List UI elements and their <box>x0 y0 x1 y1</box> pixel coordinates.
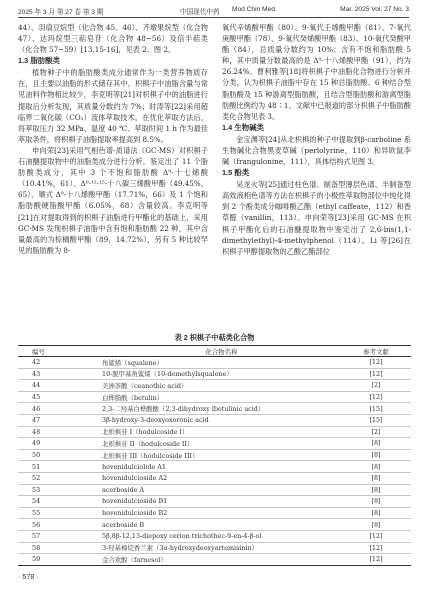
right-paragraph-1: 金宝渊等[24]从北枳椇的种子中提取到β-carboline 系生物碱化合物黑麦草碱（perlolyrine，110）和异欧鼠李碱（frangulonine，111），具体结构式见图 3。 <box>222 134 411 167</box>
header-issue-en: Mar. 2025 Vol. 27 No. 3 <box>340 6 409 13</box>
running-header <box>18 4 409 18</box>
cell-number: 53 <box>18 484 82 496</box>
table-row <box>18 519 411 531</box>
cell-number: 55 <box>18 507 82 519</box>
terpenoid-table <box>18 345 411 566</box>
cell-reference: [8] <box>341 461 411 473</box>
col-header-number: 编号 <box>18 346 82 357</box>
cell-reference: [12] <box>341 357 411 369</box>
table-row <box>18 403 411 415</box>
cell-reference: [8] <box>341 438 411 450</box>
table-row <box>18 438 411 450</box>
table-row <box>18 461 411 473</box>
table-row <box>18 368 411 380</box>
cell-reference: [8] <box>341 519 411 531</box>
left-paragraph-0: 44）、羽扇豆烷型（化合物 45、46）、齐墩果烷型（化合物 47）、达玛烷型三萜皂苷（化合物 48~56）及倍半萜类（化合物 57~59）[13,15-16]，见表 2、图 2。 <box>18 23 208 55</box>
cell-number: 42 <box>18 357 82 369</box>
cell-number: 56 <box>18 519 82 531</box>
cell-number: 58 <box>18 542 82 554</box>
cell-number: 50 <box>18 449 82 461</box>
table-caption: 表 2 枳椇子中萜类化合物 <box>174 333 255 342</box>
cell-compound: 北枳椇苷 II（hodulcoside II） <box>82 438 341 450</box>
table-row <box>18 449 411 461</box>
cell-compound: hovenidulciolide A1 <box>82 461 341 473</box>
cell-compound: 美洲茶酸（ceanothic acid） <box>82 380 341 392</box>
table-header-row <box>18 346 411 357</box>
cell-number: 45 <box>18 391 82 403</box>
cell-reference: [12] <box>341 368 411 380</box>
cell-reference: [15] <box>341 414 411 426</box>
cell-compound: hovenidulcioside A2 <box>82 472 341 484</box>
cell-reference: [12] <box>341 542 411 554</box>
cell-compound: 北枳椇苷 III（hodulcoside III） <box>82 449 341 461</box>
heading-1-4: 1.4 生物碱类 <box>222 122 264 132</box>
table-row <box>18 542 411 554</box>
cell-reference: [8] <box>341 496 411 508</box>
cell-reference: [8] <box>341 507 411 519</box>
table-row <box>18 426 411 438</box>
page-number: · 578 · <box>18 572 39 581</box>
left-paragraph-2: 申向荣[23]采用气相色谱-质谱法（GC-MS）对枳椇子石油醚提取物中的油脂类成分进行分析，鉴定出了 11 个脂肪酸类成分，其中 3 个不饱和脂肪酸 Δ⁹-十七烯酸（10.41%，61）、Δ⁹·¹²·¹⁵-十八碳三烯酸甲酯（49.45%，65）、顺式 Δ⁹-十八烯酸甲酯（17.71%，66）及 1 个饱和脂肪酸硬脂酸甲酯（6.05%，68）含量较高。李克明等[21]在对提取得到的枳椇子油脂进行甲酯化的基础上，采用 GC-MS 发现枳椇子油脂中含有饱和脂肪酸 22 种，其中含量最高的为棕榈酸甲酯（89，14.72%），另有 5 种比较罕见的脂肪酸为 8- <box>18 145 208 255</box>
cell-compound: hovenidulcioside B2 <box>82 507 341 519</box>
header-journal-en: Mod Chin Med <box>232 6 275 13</box>
right-column <box>222 22 411 257</box>
header-rule <box>18 17 409 18</box>
cell-reference: [8] <box>341 449 411 461</box>
cell-compound: 北枳椇苷 I（hodulcoside I） <box>82 426 341 438</box>
header-issue: 2025 年 3 月 第 27 卷 第 3 期 <box>18 9 104 16</box>
cell-reference: [12] <box>341 530 411 542</box>
cell-reference: [2] <box>341 380 411 392</box>
cell-compound: 2,3-二羟基白桦酸酸（2,3-dihydroxy lbetulinic acid） <box>82 403 341 415</box>
table-row <box>18 414 411 426</box>
col-header-compound: 化合物名称 <box>82 346 341 357</box>
cell-compound: 白桦脂酸（betulin） <box>82 391 341 403</box>
cell-compound: hovenidulcioside B1 <box>82 496 341 508</box>
table-row <box>18 530 411 542</box>
cell-compound: 金合欢醇（farnesol） <box>82 554 341 566</box>
left-paragraph-1: 植物种子中的脂肪酸类成分通常作为一类营养物质存在，且主要以油脂的形式储存其中。枳椇子中油脂含量与常见油料作物相比较少，李克明等[21]对枳椇子中的油脂进行提取后分析发现，其质量分数约为 7%；时涛等[22]采用超临界二氧化碳（CO₂）流体萃取技术，在优化萃取方法后，将萃取压力 32 MPa、温度 40 ℃、萃取时间 1 h 作为最佳萃取条件，将枳椇子油脂提取率提高到 8.5%。 <box>18 68 208 144</box>
cell-number: 48 <box>18 426 82 438</box>
cell-compound: 10-脱甲基角鲨烯（10-demethylsqualene） <box>82 368 341 380</box>
col-header-reference: 参考文献 <box>341 346 411 357</box>
cell-compound: acerboside B <box>82 519 341 531</box>
cell-number: 46 <box>18 403 82 415</box>
cell-number: 51 <box>18 461 82 473</box>
cell-number: 47 <box>18 414 82 426</box>
table-row <box>18 554 411 566</box>
table-row <box>18 391 411 403</box>
table-row <box>18 472 411 484</box>
cell-compound: 3β-hydroxy-3-deoxyoxoronic acid <box>82 414 341 426</box>
heading-1-5: 1.5 酚类 <box>222 168 250 178</box>
heading-1-3: 1.3 脂肪酸类 <box>18 56 60 66</box>
cell-reference: [8] <box>341 484 411 496</box>
cell-compound: 5β,8β-12,13-diepoxy cerion trichothec-9-en-4-β-ol <box>82 530 341 542</box>
table-row <box>18 507 411 519</box>
cell-number: 44 <box>18 380 82 392</box>
cell-number: 59 <box>18 554 82 566</box>
cell-number: 49 <box>18 438 82 450</box>
cell-number: 52 <box>18 472 82 484</box>
table-row <box>18 496 411 508</box>
cell-reference: [12] <box>341 554 411 566</box>
cell-compound: acerboside A <box>82 484 341 496</box>
cell-reference: [15] <box>341 403 411 415</box>
table-row <box>18 357 411 369</box>
right-paragraph-0: 氧代辛烯酸甲酯（80）、9-氧代壬烯酸甲酯（81）、7-氧代庚酸甲酯（78）、9-氧代癸烯酸甲酯（83）、10-氧代癸酸甲酯（84），总质量分数约为 10%；含有不饱和脂肪酸 5 种，其中质量分数最高的是 Δ⁹-十八烯酸甲酯（91），约为 26.24%。曹利雅等[18]将枳椇子中油脂化合物进行分析并分类，认为枳椇子油脂中存在 15 种总脂肪酸、6 种结合型脂肪酸及 15 种游离型脂肪酸，且结合型脂肪酸和游离型脂肪酸比例约为 48∶1。文献中已报道的部分枳椇子中脂肪酸类化合物见表 3。 <box>222 23 411 121</box>
left-column <box>18 22 208 256</box>
header-journal-cn: 中国现代中药 <box>180 9 220 16</box>
cell-number: 43 <box>18 368 82 380</box>
cell-reference: [8] <box>341 472 411 484</box>
cell-compound: 3-羟基樟烷香兰素（3α-hydroxydeoxyartemisinin） <box>82 542 341 554</box>
cell-number: 54 <box>18 496 82 508</box>
cell-number: 57 <box>18 530 82 542</box>
cell-compound: 角鲨烯（squalene） <box>82 357 341 369</box>
cell-reference: [12] <box>341 391 411 403</box>
right-paragraph-2: 吴龙火等[25]通过柱色谱、制备型薄层色谱、半制备型高效液相色谱等方法在枳椇子的小极性萃取物部位中纯化得到 2 个酚类成分咖啡酸乙酯（ethyl caffeate，112）和香草醛（vanillin，113）。申向荣等[23]采用 GC-MS 在枳椇子甲酯化后的石油醚提取物中鉴定出了 2,6-bis(1,1-dimethylethyl)-4-methylphenol（114）。Li 等[26]在枳椇子甲醇提取物的乙酸乙酯部位 <box>222 180 411 256</box>
cell-reference: [2] <box>341 426 411 438</box>
table-row <box>18 380 411 392</box>
table-row <box>18 484 411 496</box>
